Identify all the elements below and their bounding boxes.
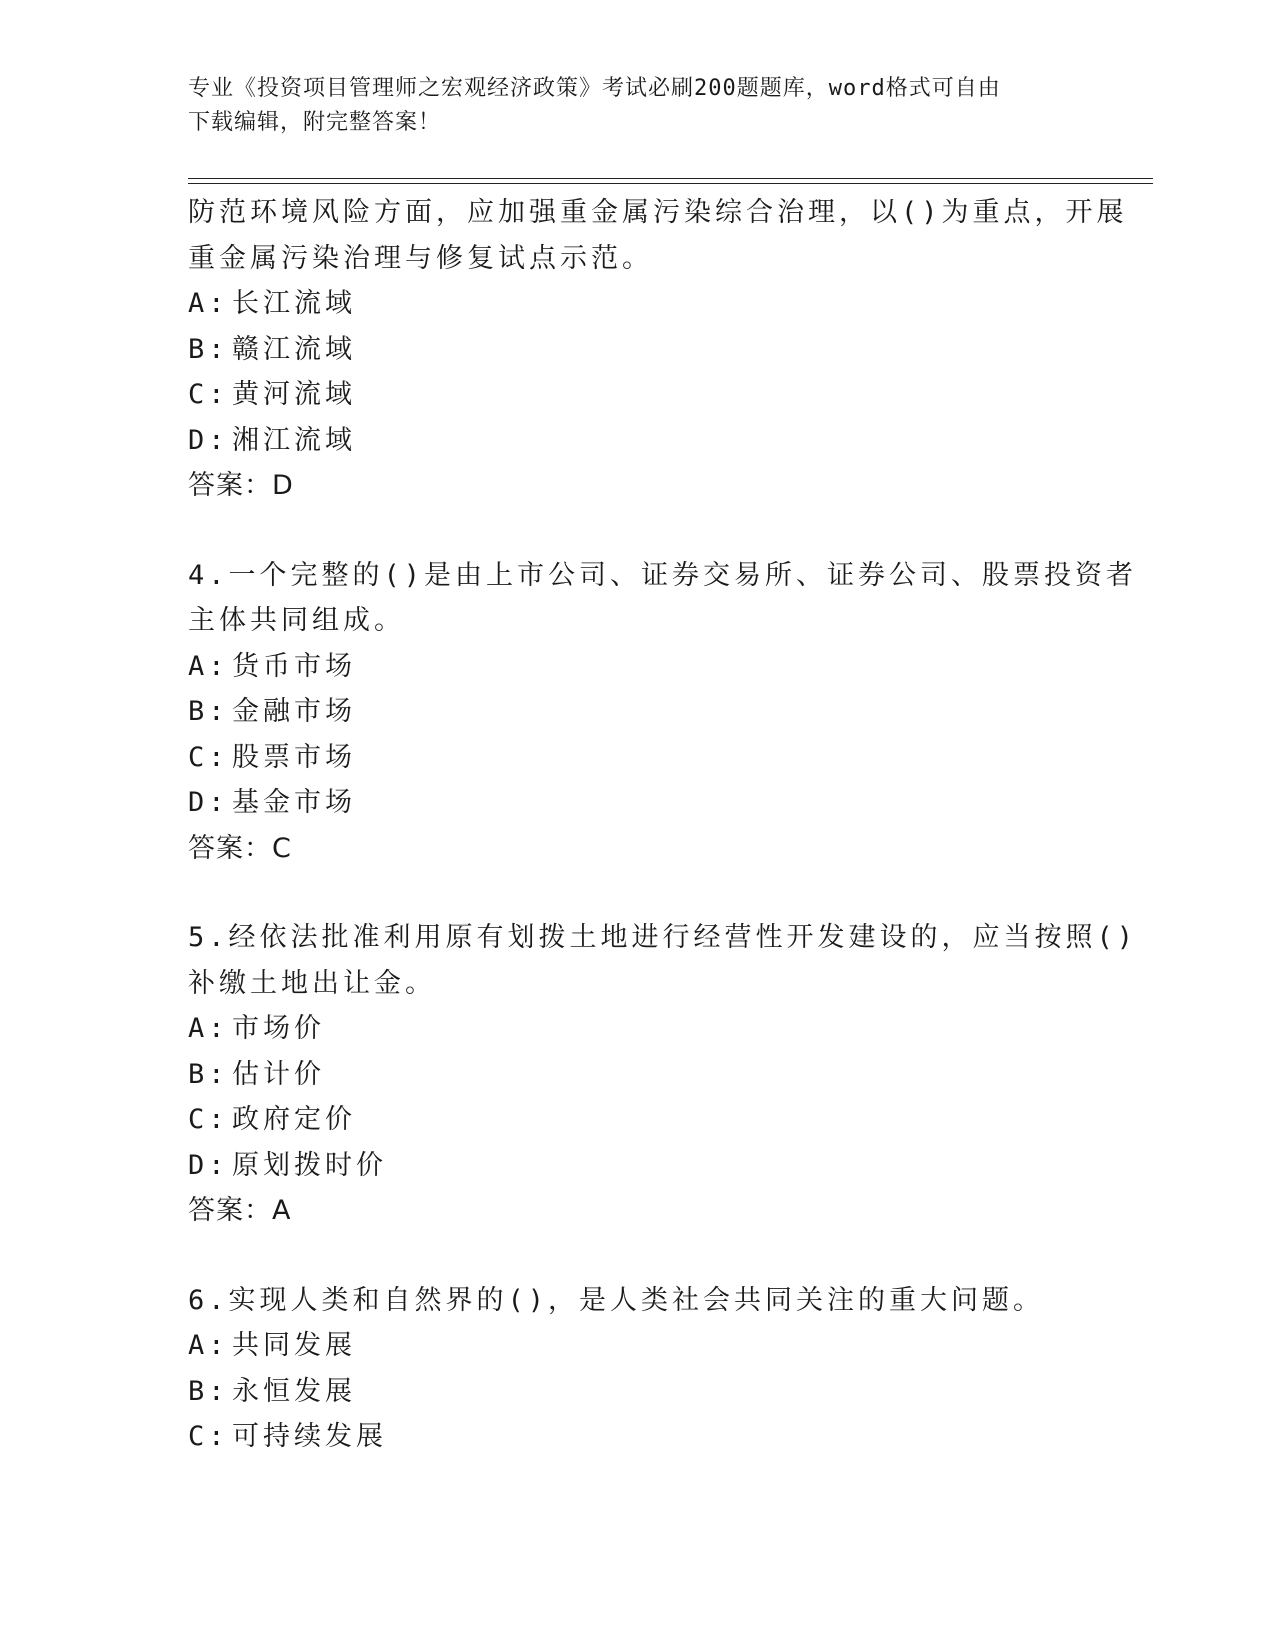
spacer [188, 871, 1088, 915]
header-title-line-2: 下载编辑，附完整答案！ [188, 110, 442, 135]
option-text: 金融市场 [232, 696, 356, 727]
option-b [188, 1369, 1088, 1415]
option-key: D: [188, 424, 229, 456]
option-key: C: [188, 1421, 229, 1452]
question-block [188, 1278, 1088, 1460]
question-stem-continued: 补缴土地出让金。 [188, 967, 436, 999]
option-key: D: [188, 787, 229, 818]
option-text: 黄河流域 [232, 379, 356, 410]
option-c [188, 1414, 1088, 1460]
option-key: A: [188, 288, 229, 319]
document-header [188, 72, 1088, 140]
option-text: 永恒发展 [232, 1375, 356, 1407]
option-key: C: [188, 1104, 229, 1135]
option-text: 湘江流域 [232, 424, 356, 456]
header-title-line-1: 专业《投资项目管理师之宏观经济政策》考试必刷200题题库，word格式可自由 [188, 76, 1001, 101]
option-text: 货币市场 [232, 650, 356, 682]
option-text: 估计价 [232, 1058, 325, 1090]
option-text: 市场价 [232, 1013, 325, 1044]
option-a [188, 644, 1088, 690]
header-divider-bottom [188, 183, 1153, 184]
question-list [188, 190, 1138, 1460]
option-key: C: [188, 379, 229, 410]
answer-line: 答案：C [188, 832, 292, 864]
spacer [188, 509, 1088, 553]
option-d [188, 780, 1088, 826]
option-d [188, 1143, 1088, 1189]
answer-line: 答案：A [188, 1195, 292, 1226]
option-a [188, 1323, 1088, 1369]
question-stem: 4.一个完整的()是由上市公司、证券交易所、证券公司、股票投资者 [188, 559, 1138, 591]
question-block [188, 553, 1138, 872]
option-key: D: [188, 1149, 229, 1181]
option-key: C: [188, 741, 229, 773]
option-b [188, 327, 1088, 373]
option-text: 政府定价 [232, 1104, 356, 1135]
option-text: 原划拨时价 [232, 1149, 387, 1181]
option-a [188, 281, 1088, 327]
option-text: 赣江流域 [232, 333, 356, 365]
option-a [188, 1006, 1088, 1052]
option-key: A: [188, 650, 229, 682]
option-d [188, 418, 1088, 464]
header-divider-top [188, 178, 1153, 179]
option-key: B: [188, 333, 229, 365]
option-key: B: [188, 1058, 229, 1090]
option-text: 基金市场 [232, 787, 356, 818]
option-key: A: [188, 1330, 229, 1361]
question-stem: 5.经依法批准利用原有划拨土地进行经营性开发建设的，应当按照() [188, 922, 1138, 953]
option-b [188, 689, 1088, 735]
question-block [188, 915, 1138, 1234]
option-key: B: [188, 696, 229, 727]
option-text: 可持续发展 [232, 1421, 387, 1452]
spacer [188, 1234, 1088, 1278]
question-stem: 6.实现人类和自然界的()，是人类社会共同关注的重大问题。 [188, 1284, 1045, 1316]
option-text: 共同发展 [232, 1330, 356, 1361]
answer-line: 答案：D [188, 470, 294, 501]
option-key: A: [188, 1013, 229, 1044]
option-key: B: [188, 1375, 229, 1407]
question-block [188, 190, 1128, 509]
option-b [188, 1052, 1088, 1098]
question-stem-continued: 主体共同组成。 [188, 605, 405, 636]
option-c [188, 735, 1088, 781]
option-c [188, 372, 1088, 418]
question-stem: 防范环境风险方面，应加强重金属污染综合治理，以()为重点，开展 [188, 197, 1128, 228]
option-c [188, 1097, 1088, 1143]
question-stem-continued: 重金属污染治理与修复试点示范。 [188, 242, 653, 274]
option-text: 长江流域 [232, 288, 356, 319]
option-text: 股票市场 [232, 741, 356, 773]
